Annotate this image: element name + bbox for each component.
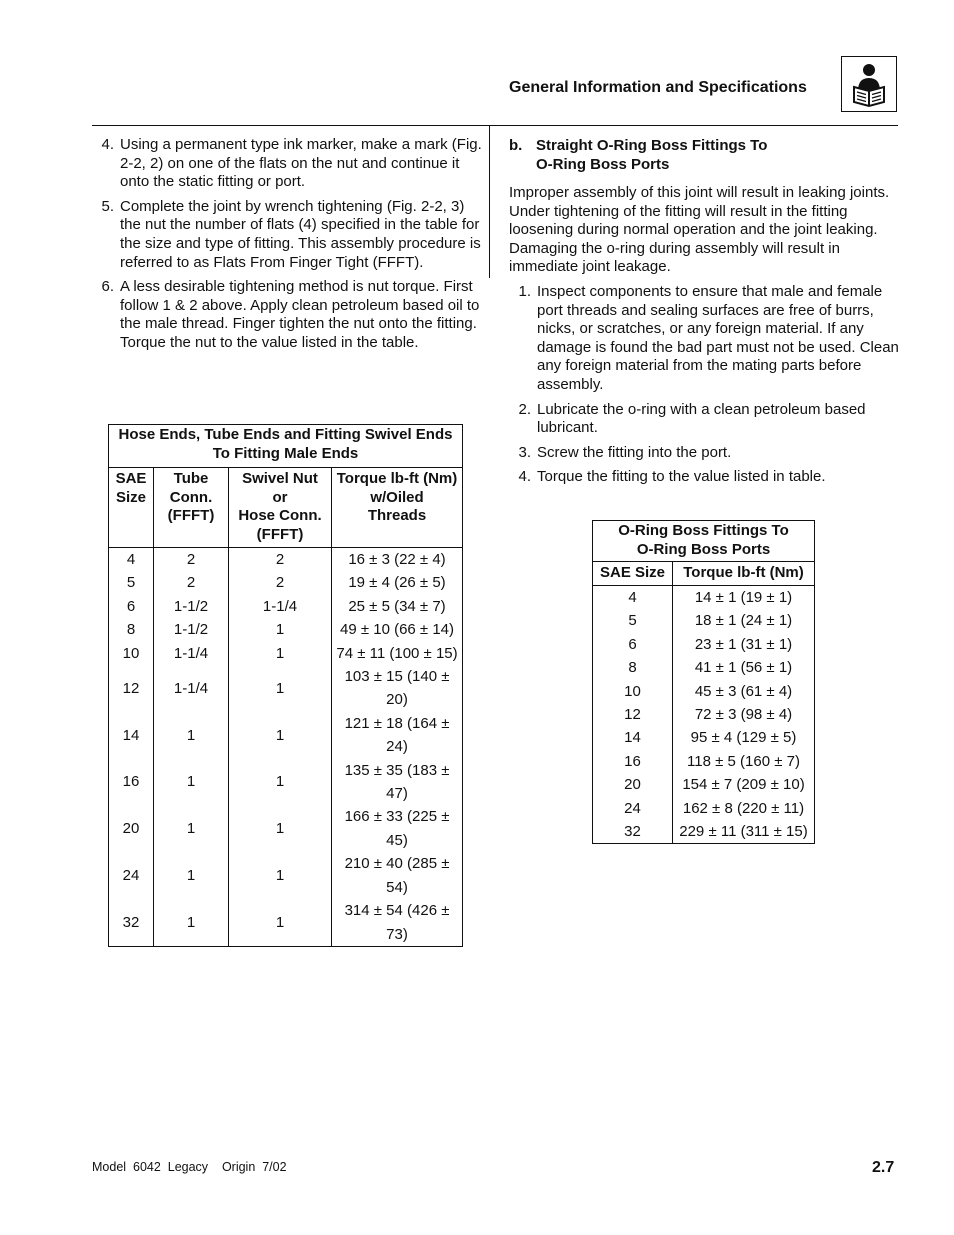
table-cell: 32	[122, 913, 140, 931]
step-text: Lubricate the o-ring with a clean petroleum based lubricant.	[537, 400, 866, 437]
table-cell: 1-1/4	[154, 665, 229, 712]
table-cell: 162 ± 8 (220 ± 11)	[673, 797, 815, 820]
table-row	[109, 759, 463, 806]
table-row	[109, 595, 463, 618]
table-cell: 14 ± 1 (19 ± 1)	[673, 586, 815, 610]
header-text: Size	[115, 488, 146, 506]
step-number: 2.	[518, 400, 531, 418]
table-cell: 103 ± 15 (140 ± 20)	[332, 665, 463, 712]
table-caption	[109, 425, 463, 468]
section-intro: Improper assembly of this joint will result in leaking joints. Under tightening of the fitting will result in the fitting loosening during normal operation and the joint leaking. Damaging the o-ring during assembly will result in immediate joint leakage.	[509, 184, 890, 276]
table-cell: 72 ± 3 (98 ± 4)	[673, 703, 815, 726]
table-cell: 1	[229, 618, 332, 641]
table-cell: 10	[624, 682, 641, 700]
table-row	[109, 665, 463, 712]
table-cell: 20	[122, 820, 140, 838]
table-row	[109, 642, 463, 665]
table-cell: 8	[126, 621, 136, 639]
table-cell: 154 ± 7 (209 ± 10)	[673, 773, 815, 796]
right-step-list	[509, 283, 899, 487]
caption-line2: To Fitting Male Ends	[212, 444, 359, 462]
table-cell: 4	[628, 589, 637, 606]
table-row	[109, 548, 463, 572]
table-cell: 135 ± 35 (183 ± 47)	[332, 759, 463, 806]
table-row	[109, 852, 463, 899]
column-header-tube-conn	[154, 468, 229, 548]
table-cell: 1	[154, 805, 229, 852]
step-number: 1.	[518, 282, 531, 300]
table-cell: 24	[122, 866, 140, 884]
table-cell: 14	[624, 729, 641, 747]
table-row	[593, 773, 815, 796]
table-cell: 1	[154, 852, 229, 899]
table-row	[593, 680, 815, 703]
header-text: w/Oiled	[370, 488, 424, 506]
table-cell: 10	[122, 644, 140, 662]
table-cell: 5	[126, 574, 136, 592]
header-text: Torque lb-ft (Nm)	[336, 470, 458, 487]
table-row	[593, 726, 815, 749]
table-caption	[593, 521, 815, 562]
table-cell: 2	[154, 571, 229, 594]
table-cell: 1	[154, 899, 229, 946]
header-text: (FFFT)	[256, 525, 304, 543]
step-text: Inspect components to ensure that male and female port threads and sealing surfaces are free of burrs, nicks, or scratches, or any foreign material. If any damage is found the bad part must not be used. Clean any foreign material from the mating parts before assembly.	[537, 282, 899, 393]
table-row	[109, 805, 463, 852]
table-cell: 16 ± 3 (22 ± 4)	[332, 548, 463, 572]
table-cell: 23 ± 1 (31 ± 1)	[673, 633, 815, 656]
table-row	[109, 899, 463, 946]
step-text: A less desirable tightening method is nut torque. First follow 1 & 2 above. Apply clean petroleum based oil to the male thread. Finger tighten the nut onto the fitting. Torque the nut to the value listed in the table.	[120, 278, 480, 351]
table-cell: 16	[624, 752, 641, 770]
right-column	[509, 136, 899, 493]
table-cell: 1	[154, 712, 229, 759]
table-cell: 12	[624, 706, 641, 724]
table-cell: 1	[229, 712, 332, 759]
header-text: SAE	[115, 470, 147, 487]
header-text: or	[272, 488, 288, 506]
caption-line2: O-Ring Boss Ports	[636, 540, 771, 558]
list-item	[92, 278, 484, 352]
table-cell: 24	[624, 799, 641, 817]
header-rule	[92, 125, 898, 126]
table-cell: 1	[229, 642, 332, 665]
o-ring-boss-torque-table	[592, 520, 815, 844]
list-item	[92, 198, 484, 272]
table-cell: 1	[154, 759, 229, 806]
caption-line1: O-Ring Boss Fittings To	[618, 522, 789, 539]
table-row	[593, 703, 815, 726]
list-item	[509, 283, 899, 395]
table-cell: 5	[628, 612, 637, 630]
table-cell: 12	[122, 679, 140, 697]
step-text: Torque the fitting to the value listed in table.	[537, 468, 826, 486]
step-number: 5.	[101, 197, 114, 215]
table-cell: 14	[122, 726, 140, 744]
table-cell: 2	[229, 571, 332, 594]
table-cell: 6	[628, 635, 637, 653]
table-cell: 118 ± 5 (160 ± 7)	[673, 750, 815, 773]
table-row	[593, 609, 815, 632]
table-cell: 20	[624, 776, 641, 794]
table-cell: 45 ± 3 (61 ± 4)	[673, 680, 815, 703]
step-number: 4.	[518, 468, 531, 486]
column-header-sae-size	[109, 468, 154, 548]
table-row	[109, 571, 463, 594]
table-cell: 6	[126, 597, 136, 615]
table-cell: 1-1/4	[154, 642, 229, 665]
header-text: Hose Conn.	[238, 507, 322, 524]
page-number: 2.7	[872, 1159, 895, 1176]
table-cell: 32	[624, 823, 641, 841]
section-title-line2: O-Ring Boss Ports	[536, 156, 670, 173]
table-cell: 95 ± 4 (129 ± 5)	[673, 726, 815, 749]
header-text: Tube	[173, 470, 209, 487]
header-text: (FFFT)	[167, 507, 215, 524]
table-cell: 2	[154, 548, 229, 572]
header-text: Conn.	[169, 488, 213, 506]
page-header-title: General Information and Specifications	[509, 79, 807, 96]
left-column	[92, 136, 484, 359]
table-body	[593, 586, 815, 844]
table-cell: 166 ± 33 (225 ± 45)	[332, 805, 463, 852]
table-row	[593, 750, 815, 773]
list-item	[509, 468, 899, 487]
list-item	[92, 136, 484, 192]
footer-model-origin: Model 6042 Legacy Origin 7/02	[92, 1160, 287, 1174]
table-cell: 1	[229, 899, 332, 946]
table-row	[593, 586, 815, 610]
step-text: Complete the joint by wrench tightening (Fig. 2-2, 3) the nut the number of flats (4) specified in the table for the size and type of fitting. This assembly procedure is referred to as Flats From Finger Tight (FFFT).	[120, 197, 481, 271]
hose-ends-torque-table	[108, 424, 463, 947]
table-cell: 74 ± 11 (100 ± 15)	[332, 642, 463, 665]
header-text: Swivel Nut	[242, 470, 318, 487]
step-text: Screw the fitting into the port.	[537, 443, 732, 461]
table-row	[593, 633, 815, 656]
table-cell: 16	[122, 773, 140, 791]
section-title-line1: Straight O-Ring Boss Fittings To	[536, 137, 768, 154]
table-cell: 1-1/2	[154, 595, 229, 618]
section-heading	[509, 136, 899, 174]
table-row	[109, 618, 463, 641]
table-cell: 210 ± 40 (285 ± 54)	[332, 852, 463, 899]
column-divider	[489, 125, 490, 278]
table-cell: 1	[229, 759, 332, 806]
header-text: Threads	[367, 507, 427, 524]
list-item	[509, 401, 899, 438]
column-header-swivel-nut	[229, 468, 332, 548]
table-cell: 1-1/4	[229, 595, 332, 618]
list-item	[509, 444, 899, 463]
table-cell: 1-1/2	[154, 618, 229, 641]
manual-reader-icon	[841, 56, 897, 112]
table-cell: 121 ± 18 (164 ± 24)	[332, 712, 463, 759]
table-row	[593, 797, 815, 820]
step-number: 4.	[101, 136, 114, 153]
table-cell: 19 ± 4 (26 ± 5)	[332, 571, 463, 594]
table-cell: 2	[229, 548, 332, 572]
table-cell: 1	[229, 805, 332, 852]
table-body	[109, 548, 463, 947]
table-cell: 1	[229, 852, 332, 899]
column-header-torque: Torque lb-ft (Nm)	[673, 562, 815, 586]
table-cell: 229 ± 11 (311 ± 15)	[673, 820, 815, 844]
column-header-sae-size: SAE Size	[593, 562, 673, 586]
column-header-torque	[332, 468, 463, 548]
table-cell: 41 ± 1 (56 ± 1)	[673, 656, 815, 679]
table-cell: 18 ± 1 (24 ± 1)	[673, 609, 815, 632]
table-row	[593, 656, 815, 679]
table-cell: 8	[628, 659, 637, 677]
left-step-list	[92, 136, 484, 353]
section-letter: b.	[509, 137, 523, 154]
table-cell: 1	[229, 665, 332, 712]
step-number: 6.	[101, 278, 114, 296]
caption-line1: Hose Ends, Tube Ends and Fitting Swivel Ends	[118, 426, 453, 443]
table-cell: 49 ± 10 (66 ± 14)	[332, 618, 463, 641]
table-cell: 314 ± 54 (426 ± 73)	[332, 899, 463, 946]
step-number: 3.	[518, 443, 531, 461]
table-cell: 25 ± 5 (34 ± 7)	[332, 595, 463, 618]
step-text: Using a permanent type ink marker, make a mark (Fig. 2-2, 2) on one of the flats on the nut and continue it onto the static fitting or port.	[120, 136, 482, 191]
table-row	[109, 712, 463, 759]
table-cell: 4	[126, 551, 136, 568]
table-row	[593, 820, 815, 844]
